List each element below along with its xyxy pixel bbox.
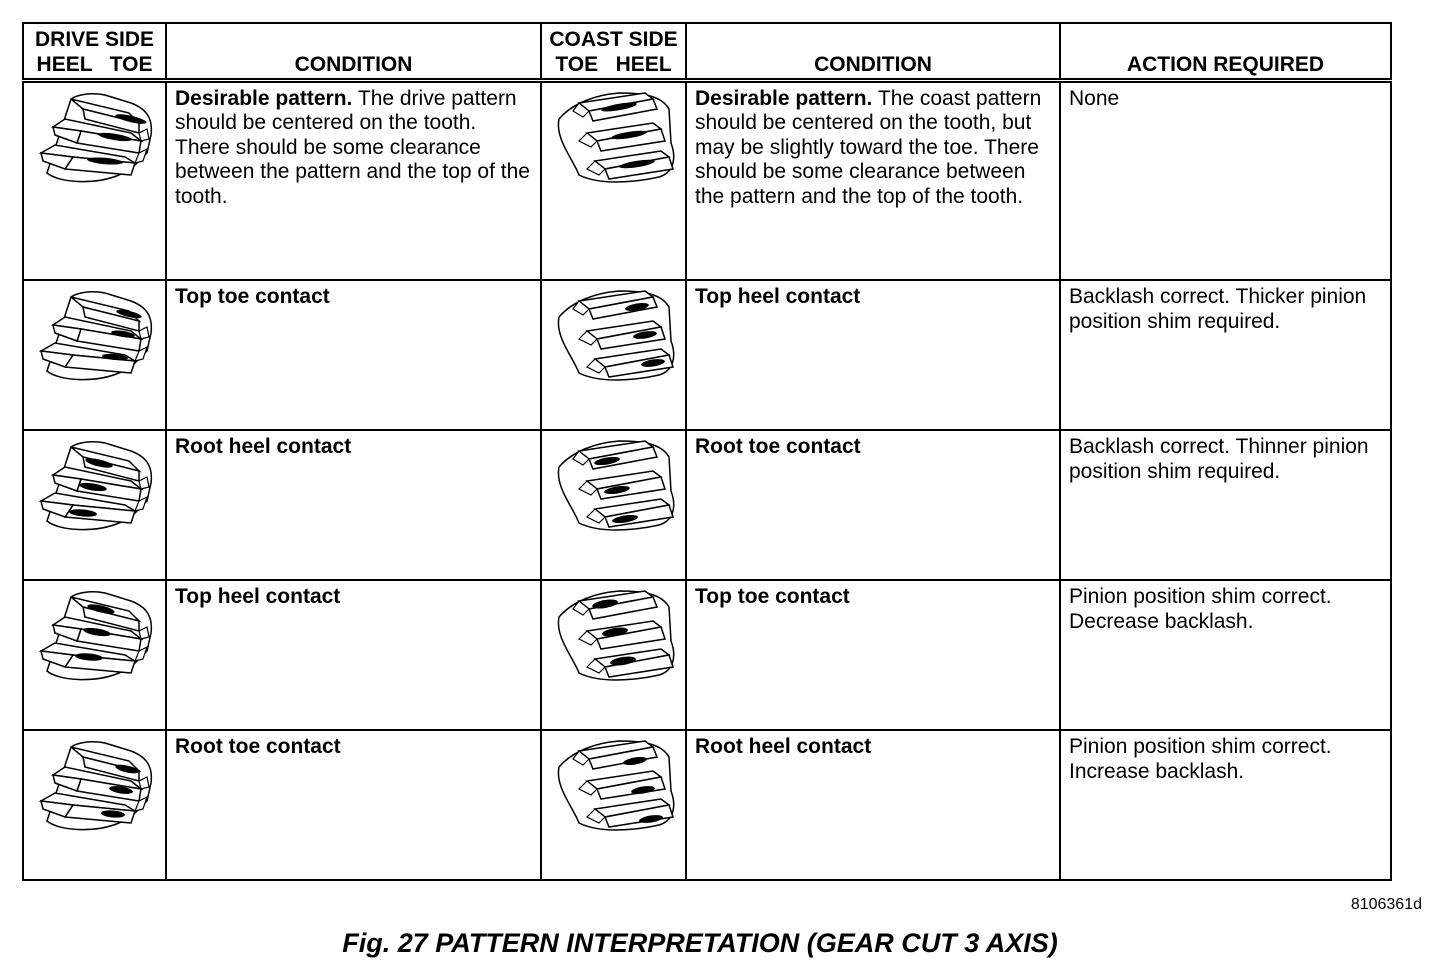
drive-condition-cell [166,430,541,580]
action-cell: Pinion position shim correct. Increase backlash. [1060,730,1391,880]
gear-coast-desirable-pattern-icon [549,89,679,189]
figure-caption: Fig. 27 PATTERN INTERPRETATION (GEAR CUT 3 AXIS) [342,928,1058,958]
table-row [23,80,1391,280]
drive-condition-title: Root heel contact [175,435,352,458]
drive-side-header-label: DRIVE SIDE [34,27,155,51]
gear-coast-top-toe-contact-icon [549,587,679,687]
table-row [23,430,1391,580]
drive-pattern-cell [23,280,166,430]
coast-condition-title: Top heel contact [695,285,861,308]
coast-condition-cell [686,730,1060,880]
drive-pattern-cell [23,80,166,280]
action-cell: Pinion position shim correct. Decrease backlash. [1060,580,1391,730]
gear-drive-root-heel-contact-icon [35,437,155,537]
drive-condition-title: Top heel contact [175,585,341,608]
drive-side-header [23,23,166,80]
drive-pattern-cell [23,730,166,880]
gear-drive-top-heel-contact-icon [35,587,155,687]
table-row [23,580,1391,730]
coast-condition-title: Desirable pattern. [695,86,873,110]
drive-condition-title: Desirable pattern. [175,86,353,110]
coast-pattern-cell [541,80,686,280]
action-cell: Backlash correct. Thinner pinion position shim required. [1060,430,1391,580]
figure-code: 8106361d [1350,896,1422,913]
drive-side-heel-toe-label: HEEL TOE [36,52,153,76]
drive-condition-text: The drive pattern should be centered on the tooth. There should be some clearance between the pattern and the top of the tooth. [175,86,530,208]
coast-side-toe-heel-label: TOE HEEL [555,52,672,76]
action-cell: None [1060,80,1391,280]
gear-coast-root-toe-contact-icon [549,437,679,537]
drive-condition-cell [166,580,541,730]
coast-condition-cell [686,430,1060,580]
condition-header-coast: CONDITION [686,23,1060,80]
coast-condition-title: Root heel contact [695,735,872,758]
drive-condition-cell [166,80,541,280]
coast-pattern-cell [541,580,686,730]
table-row [23,280,1391,430]
coast-condition-cell [686,80,1060,280]
drive-condition-cell [166,280,541,430]
gear-coast-root-heel-contact-icon [549,737,679,837]
action-required-header: ACTION REQUIRED [1060,23,1391,80]
coast-condition-cell [686,280,1060,430]
gear-drive-desirable-pattern-icon [35,89,155,189]
coast-pattern-cell [541,280,686,430]
coast-condition-title: Root toe contact [695,435,861,458]
drive-condition-cell [166,730,541,880]
coast-pattern-cell [541,430,686,580]
gear-coast-top-heel-contact-icon [549,287,679,387]
coast-side-header-label: COAST SIDE [549,27,678,51]
table-row [23,730,1391,880]
coast-side-header [541,23,686,80]
drive-pattern-cell [23,430,166,580]
gear-drive-top-toe-contact-icon [35,287,155,387]
drive-pattern-cell [23,580,166,730]
coast-condition-cell [686,580,1060,730]
coast-pattern-cell [541,730,686,880]
coast-condition-title: Top toe contact [695,585,850,608]
condition-header: CONDITION [166,23,541,80]
drive-condition-title: Top toe contact [175,285,330,308]
action-cell: Backlash correct. Thicker pinion position shim required. [1060,280,1391,430]
coast-condition-text: The coast pattern should be centered on the tooth, but may be slightly toward the toe. There should be some clearance between the pattern and the top of the tooth. [695,86,1042,208]
drive-condition-title: Root toe contact [175,735,341,758]
pattern-interpretation-table [22,22,1392,881]
gear-drive-root-toe-contact-icon [35,737,155,837]
table-header-row [23,23,1391,80]
